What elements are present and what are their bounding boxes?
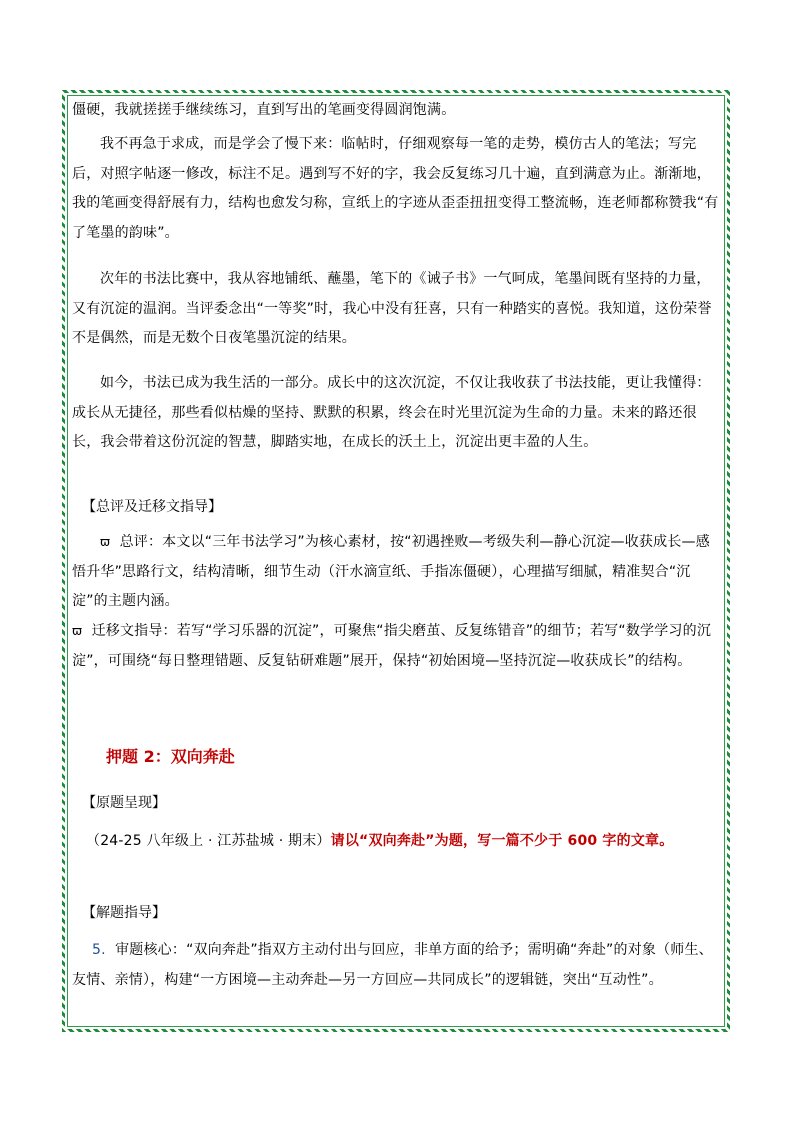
transfer-text: 迁移文指导：若写“学习乐器的沉淀”，可聚焦“指尖磨茧、反复练错音”的细节；若写“数学学习的沉淀”，可围绕“每日整理错题、反复钻研难题”展开，保持“初始困境—坚持沉淀—收获成长”的结构。 xyxy=(72,623,712,669)
guide-paragraph xyxy=(72,936,722,995)
paragraph-competition: 次年的书法比赛中，我从容地铺纸、蘸墨，笔下的《诫子书》一气呵成，笔墨间既有坚持的力量，又有沉淀的温润。当评委念出“一等奖”时，我心中没有狂喜，只有一种踏实的喜悦。我知道，这份荣誉不是偶然，而是无数个日夜笔墨沉淀的结果。 xyxy=(72,271,712,347)
guide-text: 审题核心：“双向奔赴”指双方主动付出与回应，非单方面的给予；需明确“奔赴”的对象（师生、友情、亲情），构建“一方困境—主动奔赴—另一方回应—共同成长”的逻辑链，突出“互动性”。 xyxy=(72,942,713,988)
original-heading: 【原题呈现】 xyxy=(82,795,166,811)
transfer-paragraph xyxy=(72,617,722,676)
paragraph-continued: 僵硬，我就搓搓手继续练习，直到写出的笔画变得圆润饱满。 xyxy=(72,102,456,118)
paragraph-slow-down: 我不再急于求成，而是学会了慢下来：临帖时，仔细观察每一笔的走势，模仿古人的笔法；写完后，对照字帖逐一修改，标注不足。遇到写不好的字，我会反复练习几十遍，直到满意为止。渐渐地，我的笔画变得舒展有力，结构也愈发匀称，宣纸上的字迹从歪歪扭扭变得工整流畅，连老师都称赞我“有了笔墨的韵味”。 xyxy=(72,136,719,241)
bullet-icon: ϖ xyxy=(100,535,111,549)
review-text: 总评：本文以“三年书法学习”为核心素材，按“初遇挫败—考级失利—静心沉淀—收获成长—感悟升华”思路行文，结构清晰，细节生动（汗水滴宣纸、手指冻僵硬），心理描写细腻，精准契合“沉淀”的主题内涵。 xyxy=(72,534,710,610)
paragraph-conclusion: 如今，书法已成为我生活的一部分。成长中的这次沉淀，不仅让我收获了书法技能，更让我懂得：成长从无捷径，那些看似枯燥的坚持、默默的积累，终会在时光里沉淀为生命的力量。未来的路还很长，我会带着这份沉淀的智慧，脚踏实地，在成长的沃土上，沉淀出更丰盈的人生。 xyxy=(72,375,711,451)
original-source: （24-25 八年级上 · 江苏盐城 · 期末） xyxy=(86,833,331,849)
guide-number: 5. xyxy=(92,942,106,958)
review-paragraph xyxy=(72,528,722,617)
bullet-icon: ϖ xyxy=(72,624,83,638)
original-question xyxy=(72,827,722,857)
original-prompt: 请以“双向奔赴”为题，写一篇不少于 600 字的文章。 xyxy=(330,833,674,849)
topic-title: 押题 2：双向奔赴 xyxy=(106,747,235,766)
guide-heading: 【解题指导】 xyxy=(82,905,166,921)
review-heading: 【总评及迁移文指导】 xyxy=(82,499,222,515)
